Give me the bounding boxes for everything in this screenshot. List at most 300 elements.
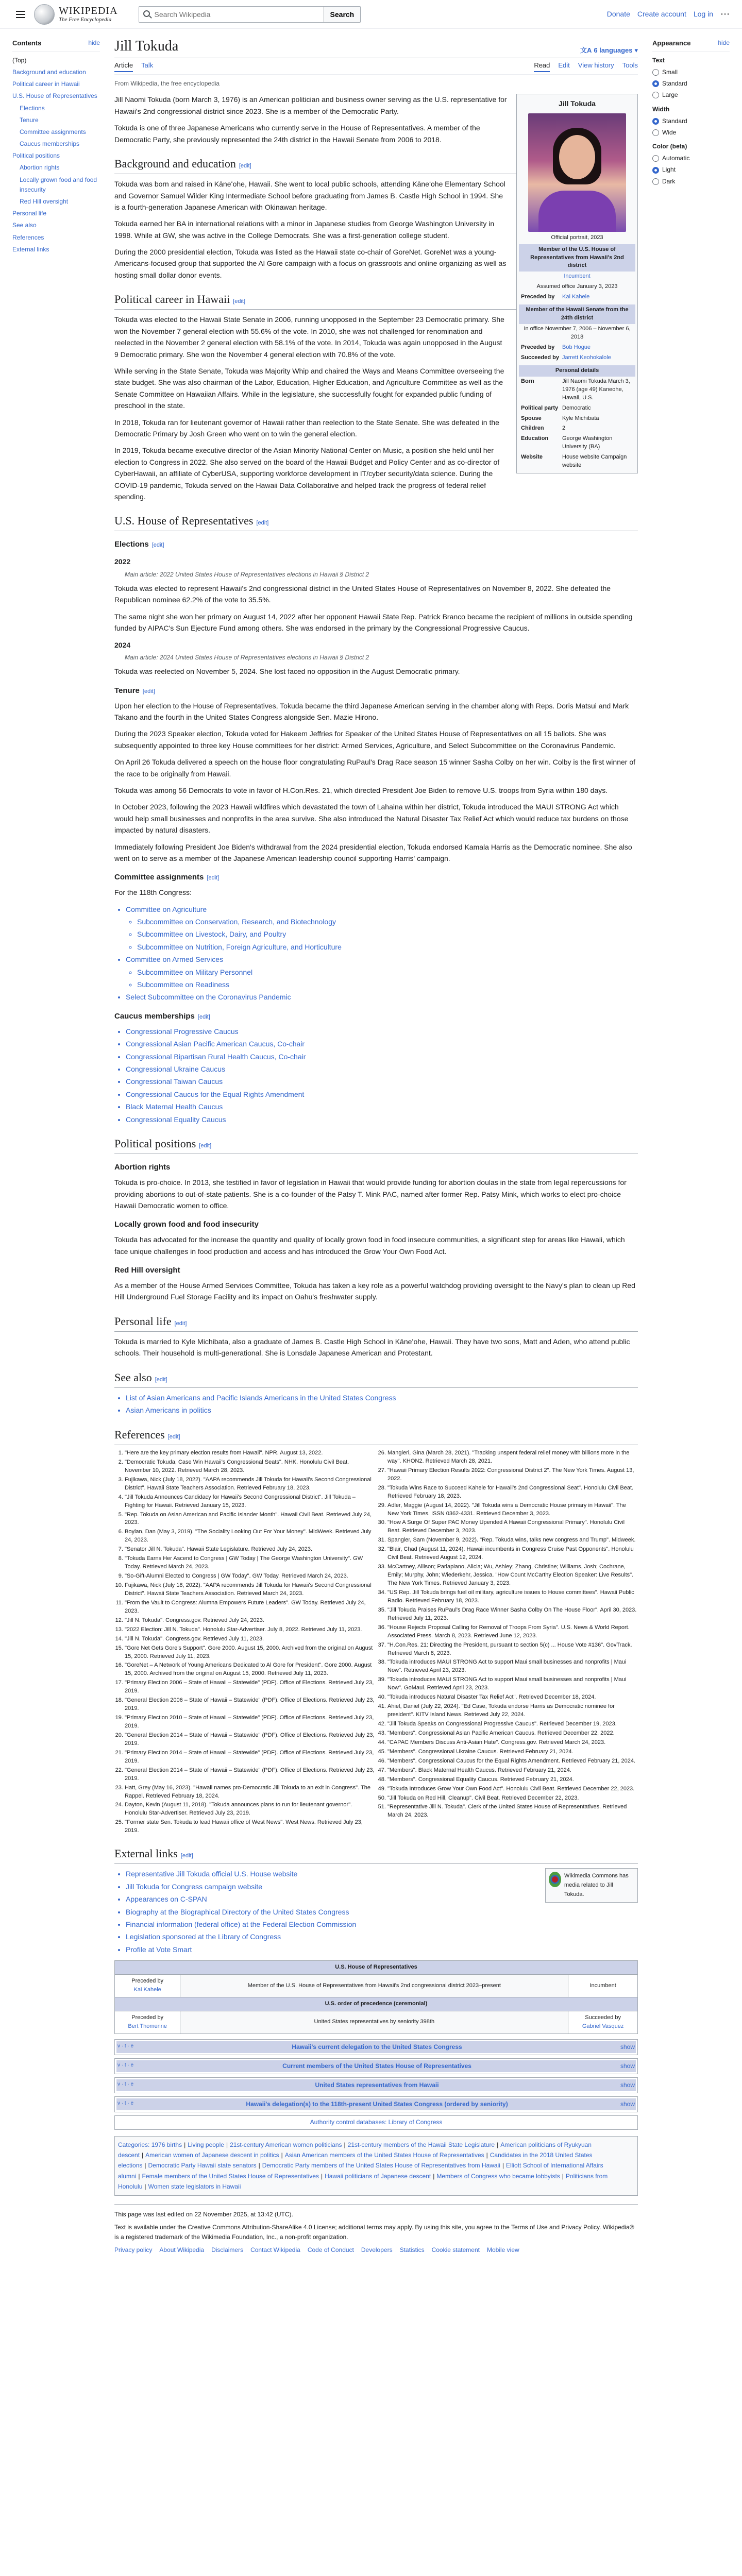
reference-item: 1. "Here are the key primary election results from Hawaii". NPR. August 13, 2022.: [125, 1449, 375, 1458]
edit-link[interactable]: [edit]: [142, 688, 155, 694]
tab-tools[interactable]: Tools: [622, 61, 638, 70]
caucus-item[interactable]: • Congressional Bipartisan Rural Health Caucus, Co-chair: [126, 1051, 638, 1062]
navbox: [114, 2058, 638, 2074]
reference-item: 25. "Former state Sen. Tokuda to lead Hawaii office of West News". West News. Retrieved July 23, 2019.: [125, 1819, 375, 1835]
reference-item: 33. McCartney, Allison; Parlapiano, Alicia; Wu, Ashley; Zhang, Christine; Williams, Josh; Cochrane, Emily; Murphy, John; Wiederkehr, Jessica. "How Count McCarthy Election Speaker: Live Results". The New York Times. Retrieved January 3, 2023.: [387, 1563, 638, 1588]
page-title: Jill Tokuda: [114, 38, 179, 54]
tenure-paragraph: Immediately following President Joe Biden's withdrawal from the 2024 presidential election, Tokuda endorsed Kamala Harris as the Democratic nominee. She also went on to serve as a member of the Japanese American leadership council supporting Harris' campaign.: [114, 842, 632, 862]
subsection-2024: 2024: [114, 640, 131, 649]
preceded-by-link[interactable]: Kai Kahele: [562, 294, 590, 300]
main-content: [100, 29, 652, 2270]
reference-item: 3. Fujikawa, Nick (July 18, 2022). "AAPA recommends Jill Tokuda for Hawaii's Second Congressional District". Hawaii State Teachers Association. Retrieved February 18, 2023.: [125, 1476, 375, 1493]
section-background: Background and education [edit]: [114, 155, 638, 174]
category-link[interactable]: 21st-century American women politicians: [230, 2141, 342, 2148]
subsection-redhill: Red Hill oversight: [114, 1266, 180, 1275]
political-paragraph: While serving in the State Senate, Tokuda was Majority Whip and chaired the Ways and Means Committee overseeing the state budget. She was also chairman of the Labor, Education, Higher Education, and Agriculture Committee as well as the Senate Committee on Hawaiian Affairs. While in the legislature, she successfully fought for expanded public funding of preschool in the state.: [114, 367, 504, 410]
reference-item: 27. "Hawaii Primary Election Results 2022: Congressional District 2". The New York Times. August 13, 2022.: [387, 1467, 638, 1483]
navbox-head: [116, 2098, 636, 2110]
category-link[interactable]: Asian American members of the United States House of Representatives: [284, 2151, 484, 2159]
caucus-item[interactable]: • Congressional Caucus for the Equal Rights Amendment: [126, 1089, 638, 1100]
radio-icon: [652, 129, 659, 136]
infobox-row: [519, 423, 635, 434]
subcommittee-item[interactable]: ◦ Subcommittee on Military Personnel: [137, 967, 638, 978]
infobox-office2-head[interactable]: Member of the Hawaii Senate from the 24th district: [519, 304, 635, 324]
category-link[interactable]: Women state legislators in Hawaii: [148, 2183, 241, 2191]
radio-icon: [652, 69, 659, 76]
categories-label[interactable]: Categories:: [118, 2141, 150, 2148]
caucus-item[interactable]: • Congressional Taiwan Caucus: [126, 1076, 638, 1087]
radio-label: Standard: [662, 80, 687, 88]
width-option[interactable]: [652, 128, 730, 138]
navbox-title[interactable]: Current members of the United States House of Representatives: [282, 2062, 471, 2070]
abortion-paragraph: Tokuda is pro-choice. In 2013, she testified in favor of legislation in Hawaii that would provide funding for abortion doulas in the state from legal repercussions for providing abortions to out-of-state patients. She is a co-founder of the Patsy T. Mink PAC, named after former Rep. Patsy Mink, which works to elect pro-choice Hawaii Democratic women to office.: [114, 1178, 627, 1210]
commons-box[interactable]: [545, 1868, 638, 1903]
reference-item: 16. "GoreNet – A Network of Young Americans Dedicated to Al Gore for President". Gore 2000. August 15, 2000. Archived from the original on August 15, 2000. Retrieved July 11, 2023.: [125, 1662, 375, 1678]
category-separator: |: [344, 2141, 346, 2148]
section-references: References [edit]: [114, 1426, 638, 1445]
order-mid: United States representatives by seniority 398th: [180, 2011, 568, 2033]
section-external-links: External links [edit]: [114, 1844, 638, 1864]
lead-paragraph-2: Tokuda is one of three Japanese Americans who currently serve in the House of Representatives. A member of the Democratic Party, she previously represented the 24th district in the Hawaii Senate from 2006 to 2018.: [114, 124, 480, 144]
infobox-row: [519, 377, 635, 403]
caucus-item[interactable]: • Congressional Ukraine Caucus: [126, 1063, 638, 1075]
succession-head: U.S. House of Representatives: [115, 1961, 638, 1975]
wikipedia-logo[interactable]: [34, 4, 118, 25]
section-political: Political career in Hawaii [edit]: [114, 290, 638, 310]
section-see-also: See also [edit]: [114, 1368, 638, 1388]
background-paragraph: Tokuda was born and raised in Kāneʻohe, Hawaii. She went to local public schools, attending Kāneʻohe Elementary School and Governor Samuel Wilder King Intermediate School before graduating from James B. Castle High School in 1994. She is a fourth-generation Japanese American with Okinawan heritage.: [114, 180, 505, 211]
appearance-title: Appearance: [652, 39, 691, 47]
navbox-head: [116, 2041, 636, 2053]
infobox-row: [519, 434, 635, 452]
reference-item: 50. "Jill Tokuda on Red Hill, Cleanup". Civil Beat. Retrieved December 22, 2023.: [387, 1794, 638, 1803]
authority-control: Authority control databases: Library of Congress: [114, 2115, 638, 2129]
category-link[interactable]: 21st-century members of the Hawaii State Legislature: [347, 2141, 495, 2148]
food-paragraph: Tokuda has advocated for the increase the quantity and quality of locally grown food in food insecure communities, a significant step for areas like Hawaii, which face unique challenges in food production and access and has introduced the Grow Your Own Food Act.: [114, 1235, 625, 1256]
committee-item[interactable]: • Committee on Armed Services ◦ Subcommittee on Military Personnel ◦ Subcommittee on Readiness: [126, 954, 638, 990]
footer-link[interactable]: Developers: [361, 2246, 393, 2254]
navbox-vte[interactable]: v · t · e: [117, 2100, 134, 2107]
navbox: [114, 2096, 638, 2112]
subcommittee-item[interactable]: ◦ Subcommittee on Conservation, Research, and Biotechnology: [137, 916, 638, 927]
last-edited: This page was last edited on 22 November 2025, at 13:42 (UTC).: [114, 2210, 293, 2218]
reference-item: 18. "General Election 2006 – State of Hawaii – Statewide" (PDF). Office of Elections. Retrieved July 23, 2019.: [125, 1697, 375, 1713]
toc-subitem[interactable]: Caucus memberships: [20, 140, 80, 148]
category-separator: |: [184, 2141, 186, 2148]
infobox-personal-head: Personal details: [519, 365, 635, 377]
category-link[interactable]: Hawaii politicians of Japanese descent: [325, 2172, 431, 2180]
edit-link[interactable]: [edit]: [180, 1853, 193, 1859]
external-link[interactable]: • Financial information (federal office) at the Federal Election Commission: [126, 1919, 638, 1930]
footer-link[interactable]: Code of Conduct: [307, 2246, 354, 2254]
succession-preceded: Preceded by Kai Kahele: [115, 1974, 180, 1997]
create-account-link[interactable]: Create account: [637, 10, 686, 19]
infobox-value: House website Campaign website: [562, 454, 627, 469]
toc-subitem[interactable]: Committee assignments: [20, 128, 86, 135]
navbox-title[interactable]: United States representatives from Hawaii: [315, 2081, 439, 2089]
external-link[interactable]: • Appearances on C-SPAN: [126, 1893, 638, 1905]
succeeded-label: Succeeded by: [521, 354, 559, 361]
subsection-food: Locally grown food and food insecurity: [114, 1220, 259, 1229]
category-link[interactable]: American politicians of Ryukyuan descent: [118, 2141, 592, 2159]
category-separator: |: [144, 2183, 146, 2191]
tenure-paragraph: In October 2023, following the 2023 Hawaii wildfires which devastated the town of Lahaina within her district, Tokuda introduced the MAUI STRONG Act which would help small businesses and nonprofits in the area survive. She also introduced the Natural Disaster Tax Relief Act which would reduce tax burdens on those impacted by natural disasters.: [114, 803, 629, 835]
log-in-link[interactable]: Log in: [693, 10, 713, 19]
reference-item: 44. "CAPAC Members Discuss Anti-Asian Hate". Congress.gov. Retrieved March 24, 2023.: [387, 1739, 638, 1747]
subsection-tenure: Tenure [edit]: [114, 686, 155, 695]
see-also-item[interactable]: • Asian Americans in politics: [126, 1404, 638, 1416]
infobox-key: Born: [521, 378, 534, 384]
category-link[interactable]: Living people: [188, 2141, 224, 2148]
infobox-key: Education: [521, 435, 549, 442]
toc-subitem[interactable]: Abortion rights: [20, 164, 60, 172]
main-article-2022[interactable]: Main article: 2022 United States House of Representatives elections in Hawaii § District 2: [125, 570, 369, 578]
elections-2022-paragraph: The same night she won her primary on August 14, 2022 after her opponent Hawaii State Rep. Patrick Branco became the recipient of millions in outside spending funded by AIPAC's Sun Ejecture Fund among others. She was endorsed in the primary by the Congressional Progressive Caucus.: [114, 612, 633, 633]
toc-item[interactable]: U.S. House of Representatives: [12, 92, 97, 100]
reference-item: 32. "Blair, Chad (August 11, 2024). Hawaii incumbents in Congress Cruise Past Opponents". Honolulu Civil Beat. Retrieved August 12, 2024.: [387, 1546, 638, 1562]
succession-incumbent: Incumbent: [568, 1974, 638, 1997]
edit-link[interactable]: [edit]: [199, 1142, 212, 1149]
infobox-value: George Washington University (BA): [562, 435, 613, 450]
edit-link[interactable]: [edit]: [207, 875, 220, 882]
navbox-show-button[interactable]: show: [620, 2062, 635, 2070]
reference-item: 30. "How A Surge Of Super PAC Money Upended A Hawaii Congressional Primary". Honolulu Civil Beat. Retrieved December 3, 2023.: [387, 1519, 638, 1535]
order-head: U.S. order of precedence (ceremonial): [115, 1997, 638, 2011]
infobox: [516, 94, 638, 473]
text-size-option[interactable]: [652, 90, 730, 100]
external-link[interactable]: • Jill Tokuda for Congress campaign website: [126, 1881, 638, 1892]
succession-preceded-link[interactable]: Kai Kahele: [133, 1987, 161, 1993]
edit-link[interactable]: [edit]: [151, 542, 164, 549]
category-separator: |: [138, 2172, 140, 2180]
tab-talk[interactable]: Talk: [141, 61, 154, 70]
reference-item: 28. "Tokuda Wins Race to Succeed Kahele for Hawaii's 2nd Congressional Seat". Honolulu Civil Beat. Retrieved February 18, 2023.: [387, 1484, 638, 1501]
political-paragraph: Tokuda was elected to the Hawaii State Senate in 2006, running unopposed in the September 23 Democratic primary. She won the November 7 general election with 55.6% of the vote. In 2010, she was not challenged for renomination and reelected in the November 2 general election with 58.1% of the vote. In 2014, Tokuda was again unopposed in the August 9 Democratic primary. She won the November 4 general election with 70.8% of the vote.: [114, 315, 504, 359]
reference-item: 46. "Members". Congressional Caucus for the Equal Rights Amendment. Retrieved February 21, 2024.: [387, 1757, 638, 1766]
category-link[interactable]: Members of Congress who became lobbyists: [436, 2172, 560, 2180]
committee-item[interactable]: • Select Subcommittee on the Coronavirus Pandemic: [126, 991, 638, 1003]
wikimedia-commons-icon: [549, 1872, 561, 1887]
table-of-contents: [12, 29, 100, 2270]
navbox-vte[interactable]: v · t · e: [117, 2043, 134, 2049]
tab-article[interactable]: Article: [114, 60, 133, 72]
political-paragraph: In 2018, Tokuda ran for lieutenant governor of Hawaii rather than reelection to the State Senate. She was defeated in the Democratic Primary by Josh Green who went on to win the general election.: [114, 418, 499, 438]
category-link[interactable]: Candidates in the 2018 United States elections: [118, 2151, 593, 2170]
category-separator: |: [258, 2162, 260, 2170]
category-link[interactable]: Elliott School of International Affairs alumni: [118, 2162, 603, 2180]
subsection-caucus: Caucus memberships [edit]: [114, 1011, 210, 1021]
text-size-label: Text: [652, 56, 665, 64]
category-separator: |: [433, 2172, 435, 2180]
tenure-paragraph: Upon her election to the House of Representatives, Tokuda became the third Japanese American serving in the chamber along with Reps. Doris Matsui and Mark Takano and the fourth in the United States Congress alongside Sen. Mazie Hirono.: [114, 701, 629, 721]
navbox-head: [116, 2060, 636, 2072]
see-also-item[interactable]: • List of Asian Americans and Pacific Islands Americans in the United States Congress: [126, 1392, 638, 1403]
order-succeeded: Succeeded by Gabriel Vasquez: [568, 2011, 638, 2033]
infobox-office-head[interactable]: Member of the U.S. House of Representatives from Hawaii's 2nd district: [519, 244, 635, 272]
subsection-2022: 2022: [114, 557, 131, 566]
navbox-show-button[interactable]: show: [620, 2100, 635, 2108]
infobox-assumed: Assumed office January 3, 2023: [536, 283, 618, 290]
order-preceded: Preceded by Bert Thomenne: [115, 2011, 180, 2033]
wikipedia-globe-icon: [34, 4, 55, 25]
footer-link[interactable]: Disclaimers: [211, 2246, 244, 2254]
navbox-title[interactable]: Hawaii's current delegation to the United States Congress: [292, 2043, 462, 2050]
caucus-item[interactable]: • Congressional Equality Caucus: [126, 1114, 638, 1125]
search-input[interactable]: [139, 6, 324, 23]
main-article-2024[interactable]: Main article: 2024 United States House of Representatives elections in Hawaii § District 2: [125, 654, 369, 662]
category-separator: |: [144, 2162, 146, 2170]
toc-item-top[interactable]: (Top): [12, 56, 27, 64]
committee-intro: For the 118th Congress:: [114, 888, 192, 897]
tab-view-history[interactable]: View history: [578, 61, 614, 70]
category-link[interactable]: Democratic Party Hawaii state senators: [148, 2162, 257, 2170]
personal-paragraph: Tokuda is married to Kyle Michibata, also a graduate of James B. Castle High School in Kāneʻohe, Hawaii. They have two sons, Matt and Aden, who attend public schools. Their household is multi-generational. She is Lonsdale Japanese American and Protestant.: [114, 1337, 630, 1358]
category-separator: |: [142, 2151, 144, 2159]
edit-link[interactable]: [edit]: [167, 1433, 180, 1440]
footer-link[interactable]: Statistics: [399, 2246, 425, 2254]
tenure-paragraph: On April 26 Tokuda delivered a speech on the house floor congratulating RuPaul's Drag Race season 15 winner Sasha Colby on her win. Colby is the first winner of the race to be originally from Hawaii.: [114, 758, 635, 778]
reference-list: [114, 1449, 638, 1835]
footer-link[interactable]: About Wikipedia: [159, 2246, 205, 2254]
reference-item: 34. "US Rep. Jill Tokuda brings fuel oil military, agriculture issues to House committees". Hawaii Public Radio. Retrieved February 18, 2023.: [387, 1589, 638, 1605]
reference-item: 43. "Members". Congressional Asian Pacific American Caucus. Retrieved December 22, 2022.: [387, 1730, 638, 1738]
footer-link[interactable]: Contact Wikipedia: [250, 2246, 300, 2254]
radio-icon: [652, 118, 659, 125]
infobox-value: 2: [562, 425, 566, 432]
toc-title: Contents: [12, 39, 42, 47]
main-menu-icon[interactable]: [12, 6, 29, 23]
language-count: 6 languages: [594, 46, 633, 54]
text-size-option[interactable]: [652, 79, 730, 89]
committee-item[interactable]: • Committee on Agriculture ◦ Subcommittee on Conservation, Research, and Biotechnology ◦ Subcommittee on Livestock, Dairy, and Poultry ◦ Subcommittee on Nutrition, Foreign Agriculture, and Horticulture: [126, 904, 638, 953]
infobox-key: Spouse: [521, 415, 542, 421]
reference-item: 4. "Jill Tokuda Announces Candidacy for Hawaii's Second Congressional District". Jill Tokuda – Fighting for Hawaii. Retrieved January 15, 2023.: [125, 1494, 375, 1510]
toc-hide-button[interactable]: hide: [88, 39, 100, 46]
color-option[interactable]: [652, 154, 730, 163]
reference-item: 15. "Gore Net Gets Gore's Support". Gore 2000. August 15, 2000. Archived from the original on August 15, 2000. Retrieved July 11, 2023.: [125, 1645, 375, 1661]
navbox-vte[interactable]: v · t · e: [117, 2081, 134, 2088]
background-paragraph: Tokuda earned her BA in international relations with a minor in Japanese studies from George Washington University in 1998. While at GW, she was active in the College Democrats. She was a first-generation college student.: [114, 219, 495, 240]
search-button[interactable]: Search: [324, 6, 361, 23]
reference-item: 20. "General Election 2014 – State of Hawaii – Statewide" (PDF). Office of Elections. Retrieved July 23, 2019.: [125, 1732, 375, 1748]
infobox-incumbent[interactable]: Incumbent: [564, 273, 591, 280]
edit-link[interactable]: [edit]: [155, 1376, 167, 1383]
toc-subitem[interactable]: Locally grown food and food insecurity: [20, 176, 97, 193]
political-paragraph: In 2019, Tokuda became executive director of the Asian Minority National Center on Music, a position she held until her election to Congress in 2022. She also served on the board of the Hawaii Budget and Policy Center and as co-director of CyberHawaii, an affiliate of CyberUSA, supporting workforce development in IT/cyber security/data science. During the COVID-19 pandemic, Tokuda served on the Hawaii Data Collaborative and helped track the progress of federal relief spending.: [114, 446, 500, 501]
text-size-option[interactable]: [652, 67, 730, 77]
category-separator: |: [497, 2141, 499, 2148]
reference-item: 6. Boylan, Dan (May 3, 2019). "The Sociality Looking Out For Your Money". MidWeek. Retrieved July 24, 2023.: [125, 1528, 375, 1545]
caucus-item[interactable]: • Congressional Asian Pacific American Caucus, Co-chair: [126, 1038, 638, 1049]
subcommittee-item[interactable]: ◦ Subcommittee on Readiness: [137, 979, 638, 990]
footer-link[interactable]: Cookie statement: [431, 2246, 480, 2254]
subsection-elections: Elections [edit]: [114, 540, 164, 549]
subcommittee-item[interactable]: ◦ Subcommittee on Livestock, Dairy, and Poultry: [137, 928, 638, 940]
external-link[interactable]: • Representative Jill Tokuda official U.S. House website: [126, 1868, 638, 1879]
navbox-vte[interactable]: v · t · e: [117, 2062, 134, 2068]
donate-link[interactable]: Donate: [606, 10, 630, 19]
search-icon: [143, 10, 150, 17]
tenure-paragraph: Tokuda was among 56 Democrats to vote in favor of H.Con.Res. 21, which directed President Joe Biden to remove U.S. troops from Syria within 180 days.: [114, 786, 608, 794]
radio-label: Automatic: [662, 155, 690, 162]
radio-label: Dark: [662, 177, 676, 185]
radio-label: Large: [662, 91, 678, 99]
subsection-abortion: Abortion rights: [114, 1163, 171, 1172]
edit-link[interactable]: [edit]: [239, 162, 251, 169]
reference-item: 21. "Primary Election 2014 – State of Hawaii – Statewide" (PDF). Office of Elections. Retrieved July 23, 2019.: [125, 1749, 375, 1766]
preceded2-label: Preceded by: [521, 344, 555, 350]
toc-item[interactable]: See also: [12, 222, 37, 229]
category-separator: |: [281, 2151, 283, 2159]
category-link[interactable]: Politicians from Honolulu: [118, 2172, 608, 2191]
infobox-title: Jill Tokuda: [558, 99, 596, 108]
toc-subitem[interactable]: Elections: [20, 104, 45, 112]
appearance-hide-button[interactable]: hide: [718, 39, 730, 46]
official-portrait[interactable]: [528, 113, 626, 232]
infobox-row: [519, 452, 635, 471]
radio-icon: [652, 92, 659, 98]
reference-item: 8. "Tokuda Earns Her Ascend to Congress | GW Today | The George Washington University". GW Today. Retrieved March 24, 2023.: [125, 1555, 375, 1571]
external-link[interactable]: • Legislation sponsored at the Library of Congress: [126, 1931, 638, 1942]
footer-link[interactable]: Mobile view: [486, 2246, 519, 2254]
color-option[interactable]: [652, 177, 730, 187]
toc-item[interactable]: Political career in Hawaii: [12, 80, 80, 88]
radio-icon: [652, 178, 659, 185]
toc-item[interactable]: External links: [12, 245, 49, 253]
from-wikipedia: From Wikipedia, the free encyclopedia: [114, 80, 220, 88]
succeeded-by-link[interactable]: Jarrett Keohokalole: [562, 354, 611, 361]
subcommittee-item[interactable]: ◦ Subcommittee on Nutrition, Foreign Agriculture, and Horticulture: [137, 941, 638, 953]
reference-item: 40. "Tokuda introduces Natural Disaster Tax Relief Act". Retrieved December 18, 2024.: [387, 1693, 638, 1702]
article-body: [114, 94, 638, 2270]
reference-item: 35. "Jill Tokuda Praises RuPaul's Drag Race Winner Sasha Colby On The House Floor". April 30, 2023. Retrieved July 11, 2023.: [387, 1606, 638, 1623]
edit-link[interactable]: [edit]: [256, 520, 269, 527]
section-house: U.S. House of Representatives [edit]: [114, 512, 638, 531]
edit-link[interactable]: [edit]: [233, 298, 246, 305]
preceded2-link[interactable]: Bob Hogue: [562, 344, 591, 350]
category-link[interactable]: 1976 births: [151, 2141, 182, 2148]
radio-label: Small: [662, 68, 678, 76]
infobox-row: [519, 414, 635, 424]
footer-link[interactable]: Privacy policy: [114, 2246, 153, 2254]
tab-read[interactable]: Read: [534, 60, 550, 72]
toc-item[interactable]: Background and education: [12, 68, 86, 76]
category-link[interactable]: Democratic Party members of the United States House of Representatives from Hawaii: [262, 2162, 500, 2170]
more-options-icon[interactable]: ⋯: [720, 9, 730, 20]
reference-item: 36. "House Rejects Proposal Calling for Removal of Troops From Syria". U.S. News & World Report. Associated Press. March 8, 2023. Retrieved June 12, 2023.: [387, 1624, 638, 1640]
preceded-label: Preceded by: [521, 294, 555, 300]
navbox-head: [116, 2079, 636, 2091]
elections-2024-paragraph: Tokuda was reelected on November 5, 2024. She lost faced no opposition in the August Democratic primary.: [114, 667, 460, 676]
license-text: Text is available under the Creative Commons Attribution-ShareAlike 4.0 License; additional terms may apply. By using this site, you agree to the Terms of Use and Privacy Policy. Wikipedia® is a registered trademark of the Wikimedia Foundation, Inc., a non-profit organization.: [114, 2223, 634, 2241]
radio-label: Light: [662, 166, 676, 174]
reference-item: 22. "General Election 2014 – State of Hawaii – Statewide" (PDF). Office of Elections. Retrieved July 23, 2019.: [125, 1767, 375, 1783]
order-preceded-link[interactable]: Bert Thomenne: [128, 2023, 167, 2030]
order-succeeded-link[interactable]: Gabriel Vasquez: [582, 2023, 624, 2030]
appearance-panel: [652, 29, 730, 2270]
edit-link[interactable]: [edit]: [174, 1320, 187, 1327]
category-link[interactable]: Female members of the United States House of Representatives: [142, 2172, 319, 2180]
reference-item: 45. "Members". Congressional Ukraine Caucus. Retrieved February 21, 2024.: [387, 1748, 638, 1756]
infobox-row: [519, 403, 635, 414]
infobox-office2-term: In office November 7, 2006 – November 6, 2018: [524, 326, 631, 341]
reference-item: 37. "H.Con.Res. 21: Directing the President, pursuant to section 5(c) ... House Vote #136". GovTrack. Retrieved March 8, 2023.: [387, 1641, 638, 1658]
external-link[interactable]: • Profile at Vote Smart: [126, 1944, 638, 1955]
reference-item: 9. "So-Gift-Alumni Elected to Congress | GW Today". GW Today. Retrieved March 24, 2023.: [125, 1572, 375, 1581]
section-personal: Personal life [edit]: [114, 1312, 638, 1332]
navbox-title[interactable]: Hawaii's delegation(s) to the 118th-present United States Congress (ordered by seniority): [246, 2100, 508, 2108]
category-link[interactable]: American women of Japanese descent in politics: [145, 2151, 279, 2159]
toc-subitem[interactable]: Red Hill oversight: [20, 198, 69, 206]
reference-item: 17. "Primary Election 2006 – State of Hawaii – Statewide" (PDF). Office of Elections. Retrieved July 23, 2019.: [125, 1679, 375, 1696]
tab-edit[interactable]: Edit: [558, 61, 570, 70]
reference-item: 7. "Senator Jill N. Tokuda". Hawaii State Legislature. Retrieved July 24, 2023.: [125, 1546, 375, 1554]
page-tabs: [114, 58, 638, 75]
navbox: [114, 2077, 638, 2093]
reference-item: 42. "Jill Tokuda Speaks on Congressional Progressive Caucus". Retrieved December 19, 2023.: [387, 1720, 638, 1728]
reference-item: 13. "2022 Election: Jill N. Tokuda". Honolulu Star-Advertiser. July 8, 2022. Retrieved July 11, 2023.: [125, 1626, 375, 1634]
edit-link[interactable]: [edit]: [197, 1013, 210, 1020]
width-option[interactable]: [652, 116, 730, 126]
width-label: Width: [652, 105, 670, 113]
subsection-committees: Committee assignments [edit]: [114, 873, 220, 882]
site-header: [0, 0, 742, 29]
reference-item: 49. "Tokuda Introduces Grow Your Own Food Act". Honolulu Civil Beat. Retrieved December 22, 2023.: [387, 1785, 638, 1793]
caucus-item[interactable]: • Congressional Progressive Caucus: [126, 1026, 638, 1037]
caucus-item[interactable]: • Black Maternal Health Caucus: [126, 1101, 638, 1112]
infobox-key: Political party: [521, 404, 559, 411]
category-separator: |: [321, 2172, 323, 2180]
language-button[interactable]: [580, 45, 638, 56]
tenure-paragraph: During the 2023 Speaker election, Tokuda voted for Hakeem Jeffries for Speaker of the United States House of Representatives on all 15 ballots. She was subsequently appointed to three key House committees for her district: Armed Services, Agriculture, and Select Subcommittee on the Coronavirus Pandemic.: [114, 730, 616, 750]
external-link[interactable]: • Biography at the Biographical Directory of the United States Congress: [126, 1906, 638, 1918]
color-label: Color (beta): [652, 143, 687, 150]
navbox-show-button[interactable]: show: [620, 2081, 635, 2089]
category-separator: |: [226, 2141, 228, 2148]
reference-item: 29. Adler, Maggie (August 14, 2022). "Jill Tokuda wins a Democratic House primary in Hawaii". The New York Times. ISSN 0362-4331. Retrieved December 3, 2023.: [387, 1502, 638, 1518]
reference-item: 39. "Tokuda introduces MAUI STRONG Act to support Maui small businesses and nonprofits | Maui Now". GoMaui. Retrieved April 23, 2023.: [387, 1676, 638, 1692]
infobox-value: Democratic: [562, 404, 591, 411]
search-form: [139, 6, 361, 23]
reference-item: 5. "Rep. Tokuda on Asian American and Pacific Islander Month". Hawaii Civil Beat. Retrieved July 24, 2023.: [125, 1511, 375, 1528]
redhill-paragraph: As a member of the House Armed Services Committee, Tokuda has taken a key role as a powerful watchdog providing oversight to the Navy's plan to clean up Red Hill Underground Fuel Storage Facility and its impact on Oahu's freshwater supply.: [114, 1281, 635, 1301]
reference-item: 41. Ahiel, Daniel (July 22, 2024). "Ed Case, Tokuda endorse Harris as Democratic nominee for president". KITV Island News. Retrieved July 22, 2024.: [387, 1703, 638, 1719]
reference-item: 23. Hatt, Grey (May 16, 2023). "Hawaii names pro-Democratic Jill Tokuda to an exit in Congress". The Rappel. Retrieved February 18, 2024.: [125, 1784, 375, 1801]
toc-item[interactable]: Personal life: [12, 210, 47, 217]
background-paragraph: During the 2000 presidential election, Tokuda was listed as the Hawaii state co-chair of GoreNet. GoreNet was a young-Americans-focused group that supported the Al Gore campaign with a focus on grassroots and online organizing as well as hosting small dollar donor events.: [114, 248, 507, 279]
toc-item[interactable]: Political positions: [12, 152, 60, 160]
elections-2022-paragraph: Tokuda was elected to represent Hawaii's 2nd congressional district in the United States House of Representatives on November 8, 2022. She defeated the Republican nominee 62.2% of the vote to 35.5%.: [114, 584, 611, 604]
radio-icon: [652, 155, 659, 162]
chevron-down-icon: ▾: [634, 46, 638, 54]
reference-item: 12. "Jill N. Tokuda". Congress.gov. Retrieved July 24, 2023.: [125, 1617, 375, 1625]
radio-label: Wide: [662, 128, 677, 136]
radio-icon: [652, 80, 659, 87]
category-separator: |: [486, 2151, 488, 2159]
infobox-key: Children: [521, 425, 544, 432]
toc-subitem[interactable]: Tenure: [20, 116, 39, 124]
section-positions: Political positions [edit]: [114, 1134, 638, 1154]
toc-item[interactable]: References: [12, 233, 44, 241]
reference-item: 38. "Tokuda introduces MAUI STRONG Act to support Maui small businesses and nonprofits | Maui Now". Retrieved April 23, 2023.: [387, 1658, 638, 1675]
reference-item: 10. Fujikawa, Nick (July 18, 2022). "AAPA recommends Jill Tokuda for Hawaii's Second Congressional District". Hawaii State Teachers Association. Retrieved March 24, 2023.: [125, 1582, 375, 1598]
page-footer: [114, 2204, 638, 2271]
categories-box: [114, 2136, 638, 2196]
color-option[interactable]: [652, 165, 730, 175]
navbox-show-button[interactable]: show: [620, 2043, 635, 2050]
radio-label: Standard: [662, 117, 687, 125]
portrait-caption: Official portrait, 2023: [551, 234, 603, 241]
